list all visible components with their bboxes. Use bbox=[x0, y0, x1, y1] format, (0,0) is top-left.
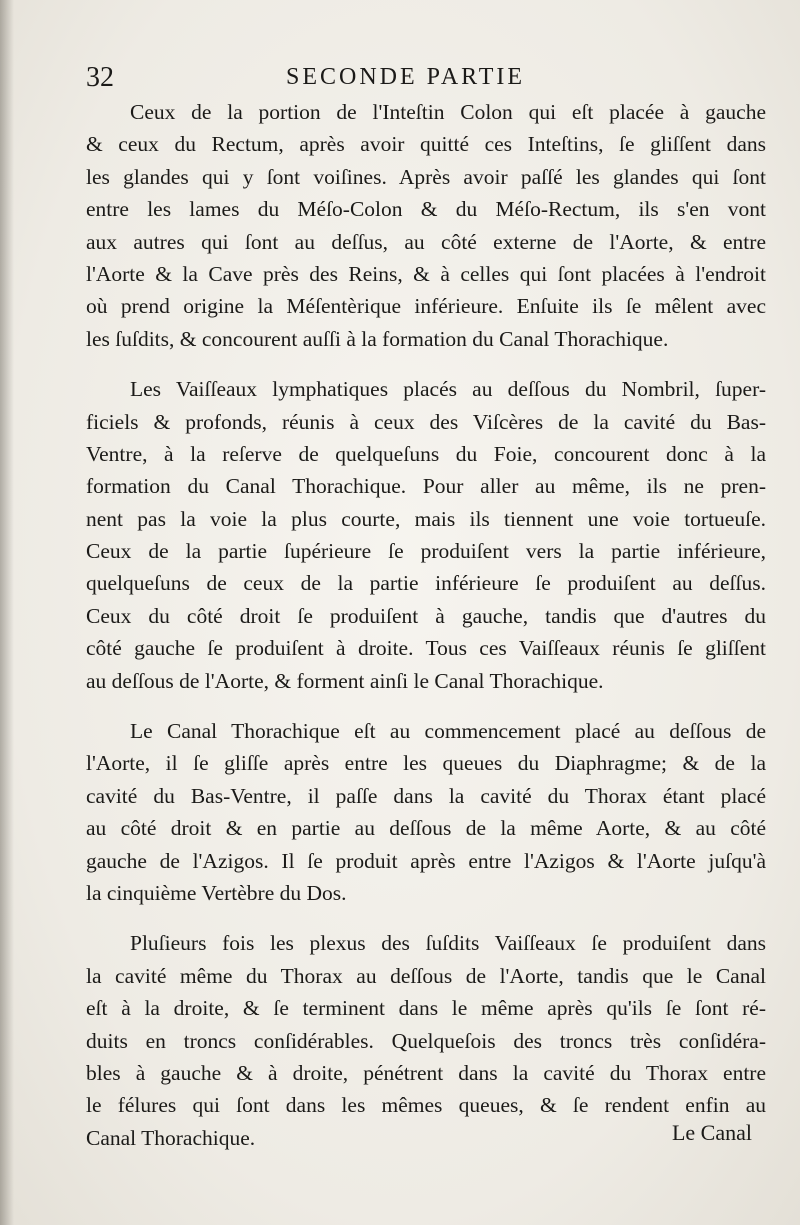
text-line: duits en troncs conſidérables. Quelqueſois des troncs très conſidéra- bbox=[86, 1028, 766, 1053]
text-line: gauche de l'Azigos. Il ſe produit après entre l'Azigos & l'Aorte juſqu'à bbox=[86, 848, 766, 873]
text-line: ficiels & profonds, réunis à ceux des Viſcères de la cavité du Bas- bbox=[86, 409, 766, 434]
text-line: côté gauche ſe produiſent à droite. Tous ces Vaiſſeaux réunis ſe gliſſent bbox=[86, 636, 766, 661]
running-head: SECONDE PARTIE bbox=[286, 64, 526, 90]
text-line: Le Canal Thorachique eſt au commencement placé au deſſous de bbox=[130, 719, 766, 744]
text-line: quelqueſuns de ceux de la partie inférieure ſe produiſent au deſſus. bbox=[86, 571, 766, 596]
text-line: où prend origine la Méſentèrique inférieure. Enſuite ils ſe mêlent avec bbox=[86, 294, 766, 319]
text-line: cavité du Bas-Ventre, il paſſe dans la cavité du Thorax étant placé bbox=[86, 783, 766, 808]
text-line: l'Aorte & la Cave près des Reins, & à celles qui ſont placées à l'endroit bbox=[86, 261, 766, 286]
paragraph bbox=[86, 927, 766, 1154]
text-line: nent pas la voie la plus courte, mais ils tiennent une voie tortueuſe. bbox=[86, 506, 766, 531]
page-header bbox=[86, 60, 760, 100]
text-line: Ceux de la partie ſupérieure ſe produiſent vers la partie inférieure, bbox=[86, 539, 766, 564]
binding-shadow bbox=[0, 0, 14, 1225]
text-line: la cavité même du Thorax au deſſous de l'Aorte, tandis que le Canal bbox=[86, 963, 766, 988]
text-line: les ſuſdits, & concourent auſſi à la formation du Canal Thorachique. bbox=[86, 326, 669, 351]
text-line: Ventre, à la reſerve de quelqueſuns du Foie, concourent donc à la bbox=[86, 441, 766, 466]
catchword: Le Canal bbox=[671, 1120, 752, 1145]
text-line: formation du Canal Thorachique. Pour aller au même, ils ne pren- bbox=[86, 474, 766, 499]
text-line: le félures qui ſont dans les mêmes queues, & ſe rendent enfin au bbox=[86, 1093, 766, 1118]
text-line: les glandes qui y ſont voiſines. Après avoir paſſé les glandes qui ſont bbox=[86, 164, 766, 189]
text-line: eſt à la droite, & ſe terminent dans le même après qu'ils ſe ſont ré- bbox=[86, 996, 766, 1021]
text-line: Ceux de la portion de l'Inteſtin Colon qui eſt placée à gauche bbox=[130, 100, 766, 124]
text-line: & ceux du Rectum, après avoir quitté ces Inteſtins, ſe gliſſent dans bbox=[86, 132, 766, 157]
text-line: la cinquième Vertèbre du Dos. bbox=[86, 880, 347, 905]
text-line: aux autres qui ſont au deſſus, au côté externe de l'Aorte, & entre bbox=[86, 229, 766, 254]
paragraph bbox=[86, 96, 766, 355]
text-line: Canal Thorachique. bbox=[86, 1125, 256, 1150]
paragraph bbox=[86, 715, 766, 909]
text-line: entre les lames du Méſo-Colon & du Méſo-Rectum, ils s'en vont bbox=[86, 197, 766, 222]
text-line: l'Aorte, il ſe gliſſe après entre les queues du Diaphragme; & de la bbox=[86, 751, 766, 776]
text-line: au côté droit & en partie au deſſous de la même Aorte, & au côté bbox=[86, 816, 766, 841]
text-line: Pluſieurs fois les plexus des ſuſdits Vaiſſeaux ſe produiſent dans bbox=[130, 931, 766, 956]
page-number: 32 bbox=[86, 62, 114, 93]
body-text bbox=[86, 96, 766, 1154]
paragraph bbox=[86, 373, 766, 697]
text-line: Ceux du côté droit ſe produiſent à gauche, tandis que d'autres du bbox=[86, 603, 766, 628]
text-line: au deſſous de l'Aorte, & forment ainſi le Canal Thorachique. bbox=[86, 668, 604, 693]
text-line: Les Vaiſſeaux lymphatiques placés au deſſous du Nombril, ſuper- bbox=[130, 377, 766, 402]
text-line: bles à gauche & à droite, pénétrent dans la cavité du Thorax entre bbox=[86, 1060, 766, 1085]
